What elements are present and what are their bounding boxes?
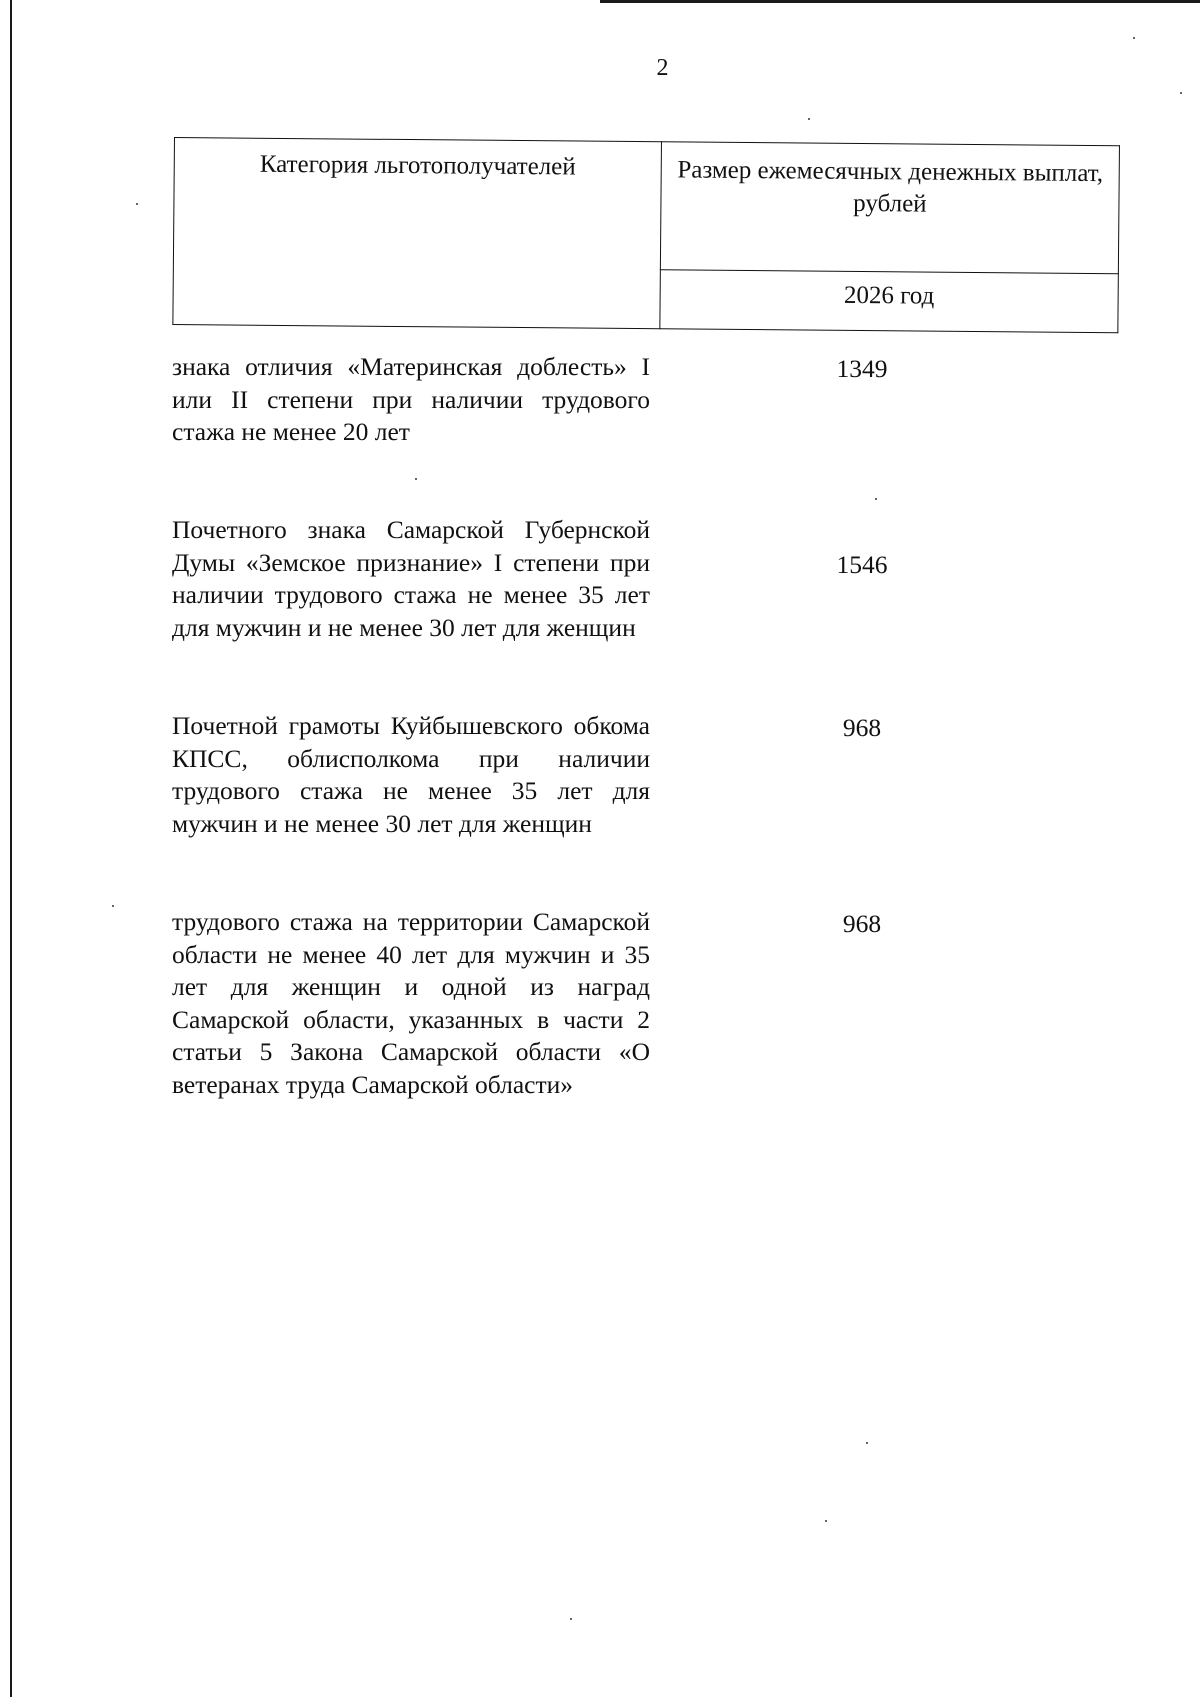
- scan-speck: [866, 1442, 868, 1444]
- scan-speck: [570, 1618, 572, 1620]
- page-number: 2: [656, 55, 669, 81]
- row-amount: 1349: [836, 354, 888, 383]
- scan-speck: [136, 203, 138, 205]
- column-header-year: 2026 год: [660, 270, 1118, 333]
- column-header-amount: [660, 142, 1119, 274]
- row-amount: 1546: [836, 550, 888, 579]
- row-category: знака отличия «Материнская доблесть» I или II степени при наличии трудового стажа не менее 20 лет: [172, 352, 650, 446]
- row-category: Почетной грамоты Куйбышевского обкома КПСС, облисполкома при наличии трудового стажа не менее 35 лет для мужчин и не менее 30 лет для женщин: [172, 711, 650, 838]
- scan-speck: [1133, 37, 1135, 39]
- scan-edge-top: [600, 0, 1200, 3]
- table-header: [172, 137, 1120, 333]
- row-category: трудового стажа на территории Самарской области не менее 40 лет для мужчин и 35 лет для женщин и одной из наград Самарской области, указанных в части 2 статьи 5 Закона Самарской области «О ветеранах труда Самарской области»: [172, 907, 650, 1099]
- column-header-category: Категория льготополучателей: [173, 138, 662, 329]
- scan-speck: [112, 905, 114, 907]
- scan-speck: [415, 478, 417, 480]
- scan-speck: [825, 1520, 827, 1522]
- row-amount: 968: [842, 713, 882, 742]
- scan-speck: [1180, 92, 1182, 94]
- column-header-amount-label: Размер ежемесячных денежных выплат, рублей: [677, 156, 1104, 218]
- row-category: Почетного знака Самарской Губернской Думы «Земское признание» I степени при наличии трудового стажа не менее 35 лет для мужчин и не менее 30 лет для женщин: [172, 515, 650, 642]
- row-amount: 968: [842, 909, 882, 938]
- scan-speck: [875, 498, 877, 500]
- scan-edge-left: [10, 0, 12, 1697]
- scan-speck: [808, 118, 810, 120]
